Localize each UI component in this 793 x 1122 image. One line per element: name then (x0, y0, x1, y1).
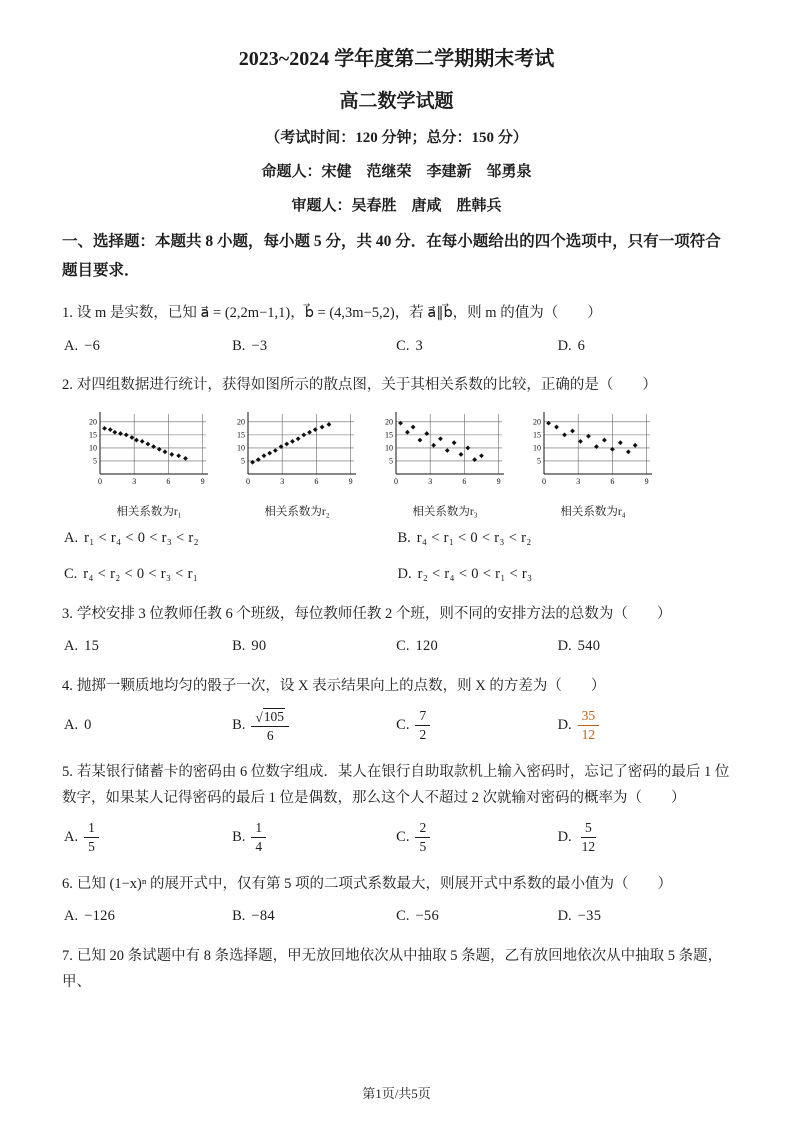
question-7-stem (62, 943, 731, 995)
question-text: 学校安排 3 位教师任教 6 个班级，每位教师任教 2 个班，则不同的安排方法的总数为（ ） (76, 605, 672, 622)
q2-option-b (398, 528, 732, 550)
chart-caption-r1: 相关系数为r₁ (116, 505, 182, 518)
option-label: A. (64, 337, 79, 354)
q5-option-d (558, 820, 731, 855)
q3-option-b (232, 636, 396, 658)
q3-option-d (558, 636, 731, 658)
option-value: −35 (577, 908, 602, 925)
question-6-options (62, 906, 731, 928)
svg-text:9: 9 (348, 476, 353, 486)
q6-option-d (558, 906, 731, 928)
option-label: C. (396, 337, 410, 354)
option-value: 15 (84, 638, 100, 655)
question-2-stem (62, 372, 731, 398)
fraction-sqrt105-over-6 (251, 708, 289, 744)
svg-text:9: 9 (200, 476, 205, 486)
svg-text:9: 9 (496, 476, 501, 486)
fraction-numerator (251, 708, 289, 727)
question-2 (62, 372, 731, 585)
fraction-denominator: 5 (419, 839, 427, 855)
scatter-plot-r2 (228, 409, 366, 519)
q3-option-a (64, 636, 232, 658)
question-1 (62, 300, 731, 357)
option-label: C. (396, 638, 410, 655)
option-value: −84 (251, 908, 275, 925)
svg-text:0: 0 (394, 476, 398, 486)
option-value: −3 (251, 337, 268, 354)
fraction-denominator: 12 (581, 839, 596, 855)
svg-text:9: 9 (644, 476, 649, 486)
svg-text:15: 15 (533, 430, 541, 440)
chart-caption-r2: 相关系数为r₂ (264, 505, 330, 518)
option-value: 540 (577, 638, 601, 655)
q6-option-b (232, 906, 396, 928)
svg-text:5: 5 (241, 456, 245, 466)
scatter-plots-row (80, 409, 731, 519)
scatter-plot-r4 (524, 409, 662, 519)
option-label: C. (396, 908, 410, 925)
question-5-options (62, 820, 731, 855)
svg-text:5: 5 (93, 456, 97, 466)
svg-text:10: 10 (533, 443, 541, 453)
scatter-chart-r1 (80, 409, 218, 502)
question-number: 3. (62, 605, 73, 622)
option-label: A. (64, 829, 79, 846)
page-footer (0, 1083, 793, 1102)
option-value: 120 (415, 638, 439, 655)
option-value: 90 (251, 638, 267, 655)
scatter-plot-r3 (376, 409, 514, 519)
question-number: 7. (62, 947, 73, 964)
fraction-numerator: 1 (251, 820, 266, 838)
question-2-options (62, 528, 731, 586)
question-text: 已知 20 条试题中有 8 条选择题，甲无放回地依次从中抽取 5 条题，乙有放回地依次从中抽取 5 条题，甲、 (62, 947, 723, 990)
q5-option-b (232, 820, 396, 855)
svg-text:20: 20 (533, 416, 541, 426)
radicand: 105 (263, 708, 285, 724)
svg-text:15: 15 (89, 430, 97, 440)
q3-option-c (396, 636, 557, 658)
fraction-2-over-5 (415, 820, 430, 855)
question-1-stem (62, 300, 731, 326)
svg-text:3: 3 (576, 476, 581, 486)
exam-setters: 命题人：宋健 范继荣 李建新 邹勇泉 (261, 164, 532, 180)
svg-text:3: 3 (132, 476, 137, 486)
fraction-7-over-2 (415, 708, 430, 743)
fraction-numerator: 35 (578, 708, 600, 726)
svg-text:0: 0 (542, 476, 546, 486)
option-value: 3 (415, 337, 424, 354)
q5-option-c (396, 820, 557, 855)
q6-option-c (396, 906, 557, 928)
option-label: D. (557, 717, 572, 734)
q1-option-b (232, 335, 396, 357)
question-6 (62, 871, 731, 928)
option-label: B. (232, 638, 246, 655)
svg-text:10: 10 (237, 443, 245, 453)
option-label: D. (557, 638, 572, 655)
scatter-chart-r2 (228, 409, 366, 502)
q5-option-a (64, 820, 232, 855)
option-label: A. (64, 530, 79, 547)
svg-text:20: 20 (385, 416, 393, 426)
option-value: r₁ < r₄ < 0 < r₃ < r₂ (84, 530, 199, 547)
fraction-denominator: 6 (266, 727, 274, 743)
option-value: r₂ < r₄ < 0 < r₁ < r₃ (417, 566, 533, 583)
q4-option-d (558, 708, 731, 743)
option-label: C. (396, 829, 410, 846)
svg-text:0: 0 (98, 476, 102, 486)
scatter-chart-r3 (376, 409, 514, 502)
chart-caption-r4: 相关系数为r₄ (560, 505, 626, 518)
option-label: C. (396, 717, 410, 734)
question-3-stem (62, 601, 731, 627)
svg-text:6: 6 (166, 476, 171, 486)
question-5-stem (62, 759, 731, 811)
exam-title: 2023~2024 学年度第二学期期末考试 (238, 48, 555, 70)
question-7 (62, 943, 731, 995)
exam-time-score: （考试时间：120 分钟；总分：150 分） (265, 130, 528, 146)
q4-option-c (396, 708, 557, 743)
fraction-1-over-5 (84, 820, 99, 855)
fraction-5-over-12 (578, 820, 600, 855)
svg-text:0: 0 (246, 476, 250, 486)
q1-option-c (396, 335, 557, 357)
fraction-denominator: 2 (419, 727, 427, 743)
q2-option-d (398, 564, 732, 586)
exam-reviewers: 审题人：吴春胜 唐咸 胜韩兵 (291, 198, 502, 214)
svg-text:3: 3 (280, 476, 285, 486)
fraction-denominator: 5 (88, 839, 95, 855)
fraction-numerator: 5 (581, 820, 596, 838)
question-6-stem (62, 871, 731, 897)
option-value: −6 (84, 337, 101, 354)
q4-option-a (64, 715, 232, 737)
scatter-chart-r4 (524, 409, 662, 502)
question-text: 若某银行储蓄卡的密码由 6 位数字组成．某人在银行自助取款机上输入密码时，忘记了密码的最后 1 位数字，如果某人记得密码的最后 1 位是偶数，那么这个人不超过 2 次就输对密码的概率为（ ） (62, 764, 730, 807)
option-label: D. (397, 566, 412, 583)
option-label: C. (64, 566, 78, 583)
option-value: r₄ < r₂ < 0 < r₃ < r₁ (83, 566, 199, 583)
question-4-stem (62, 673, 731, 699)
question-number: 4. (62, 677, 73, 694)
option-label: D. (557, 337, 572, 354)
svg-text:6: 6 (462, 476, 467, 486)
fraction-numerator: 7 (415, 708, 430, 726)
fraction-numerator: 1 (84, 820, 99, 838)
page-number: 第1页/共5页 (362, 1086, 431, 1101)
chart-caption-r3: 相关系数为r₃ (412, 505, 478, 518)
option-value: 6 (577, 337, 586, 354)
option-label: B. (232, 829, 246, 846)
q2-option-c (64, 564, 398, 586)
section-1-heading: 一、选择题：本题共 8 小题，每小题 5 分，共 40 分．在每小题给出的四个选项中，只有一项符合题目要求． (62, 233, 721, 279)
question-text: 对四组数据进行统计，获得如图所示的散点图，关于其相关系数的比较，正确的是（ ） (76, 377, 657, 394)
option-label: B. (397, 530, 411, 547)
fraction-denominator: 12 (581, 727, 596, 743)
q1-option-a (64, 335, 232, 357)
exam-subtitle: 高二数学试题 (339, 91, 454, 112)
question-4-options (62, 708, 731, 744)
question-number: 1. (62, 305, 73, 322)
question-1-options (62, 335, 731, 357)
svg-text:6: 6 (314, 476, 319, 486)
q2-option-a (64, 528, 398, 550)
option-label: D. (557, 908, 572, 925)
option-label: B. (232, 908, 246, 925)
question-number: 5. (62, 764, 73, 781)
option-label: D. (557, 829, 572, 846)
option-label: A. (64, 638, 79, 655)
scatter-plot-r1 (80, 409, 218, 519)
option-value: r₄ < r₁ < 0 < r₃ < r₂ (416, 530, 532, 547)
svg-text:3: 3 (428, 476, 433, 486)
fraction-numerator: 2 (415, 820, 430, 838)
question-number: 2. (62, 377, 73, 394)
svg-text:10: 10 (89, 443, 97, 453)
option-value: 0 (84, 717, 92, 734)
question-3-options (62, 636, 731, 658)
option-value: −126 (84, 908, 116, 925)
option-label: A. (64, 908, 79, 925)
svg-text:20: 20 (89, 416, 97, 426)
question-number: 6. (62, 875, 73, 892)
question-text: 已知 (1−x)ⁿ 的展开式中，仅有第 5 项的二项式系数最大，则展开式中系数的最小值为（ ） (76, 875, 673, 892)
q4-option-b (232, 708, 396, 744)
fraction-1-over-4 (251, 820, 266, 855)
q6-option-a (64, 906, 232, 928)
svg-text:5: 5 (389, 456, 393, 466)
fraction-35-over-12 (578, 708, 600, 743)
svg-text:6: 6 (610, 476, 615, 486)
question-3 (62, 601, 731, 658)
question-text: 抛掷一颗质地均匀的骰子一次，设 X 表示结果向上的点数，则 X 的方差为（ ） (76, 677, 606, 694)
svg-text:20: 20 (237, 416, 245, 426)
fraction-denominator: 4 (255, 839, 263, 855)
option-label: A. (64, 717, 79, 734)
svg-text:15: 15 (385, 430, 393, 440)
question-4 (62, 673, 731, 744)
radical-sign: √ (255, 710, 263, 726)
option-label: B. (232, 337, 246, 354)
q1-option-d (558, 335, 731, 357)
option-label: B. (232, 717, 246, 734)
svg-text:15: 15 (237, 430, 245, 440)
svg-text:10: 10 (385, 443, 393, 453)
svg-text:5: 5 (537, 456, 541, 466)
question-text: 设 m 是实数，已知 a⃗ = (2,2m−1,1)，b⃗ = (4,3m−5,2)，若 a⃗∥b⃗，则 m 的值为（ ） (76, 305, 602, 322)
option-value: −56 (415, 908, 440, 925)
question-5 (62, 759, 731, 856)
